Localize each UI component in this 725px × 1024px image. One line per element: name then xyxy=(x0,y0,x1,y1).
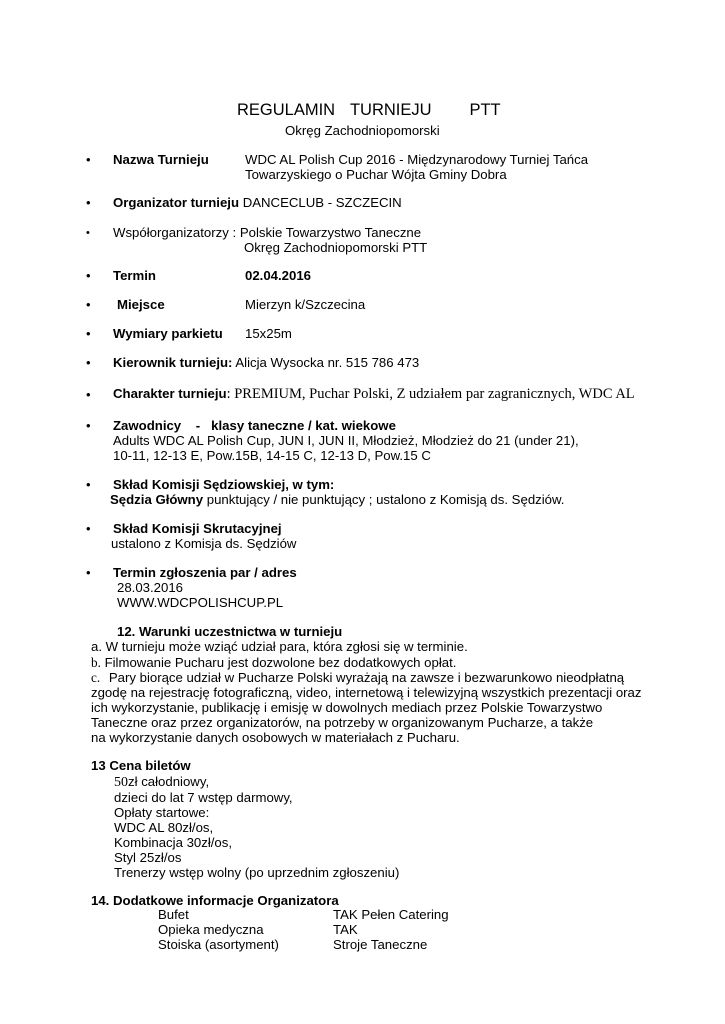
dodatkowe-row-value: TAK xyxy=(333,922,358,937)
bilety-line: WDC AL 80zł/os, xyxy=(114,820,214,835)
warunki-c-marker: c. xyxy=(91,670,101,685)
dodatkowe-heading: 14. Dodatkowe informacje Organizatora xyxy=(91,893,339,908)
miejsce-value: Mierzyn k/Szczecina xyxy=(245,297,366,312)
miejsce-label: Miejsce xyxy=(117,297,165,312)
bullet-icon: • xyxy=(86,195,91,210)
dodatkowe-row-name: Stoiska (asortyment) xyxy=(158,937,279,952)
zawodnicy-line2: 10-11, 12-13 E, Pow.15B, 14-15 C, 12-13 D, Pow.15 C xyxy=(113,448,431,463)
bullet-icon: • xyxy=(86,418,91,433)
warunki-c-line4: Taneczne oraz przez organizatorów, na potrzeby w organizowanym Pucharze, a także xyxy=(91,715,594,730)
bilety-line: Styl 25zł/os xyxy=(114,850,182,865)
sedzia-glowny-text: punktujący / nie punktujący ; ustalono z Komisją ds. Sędziów. xyxy=(203,492,565,507)
kierownik-row xyxy=(113,355,419,371)
warunki-c-line2: zgodę na rejestrację fotograficzną, video, internetową i telewizyjną wszystkich prezentacji oraz xyxy=(91,685,642,700)
termin-label: Termin xyxy=(113,268,156,283)
bilety-line: Trenerzy wstęp wolny (po uprzednim zgłoszeniu) xyxy=(114,865,400,880)
bullet-icon: • xyxy=(86,326,91,341)
charakter-label: Charakter turnieju xyxy=(113,386,227,401)
charakter-row xyxy=(113,386,635,402)
skrutacja-value: ustalono z Komisja ds. Sędziów xyxy=(111,536,297,551)
warunki-item-c xyxy=(91,670,624,686)
bullet-icon: • xyxy=(86,355,91,370)
bilety-line: Kombinacja 30zł/os, xyxy=(114,835,233,850)
wymiary-label: Wymiary parkietu xyxy=(113,326,223,341)
termin-value: 02.04.2016 xyxy=(245,268,312,283)
warunki-item-b xyxy=(91,655,456,671)
bullet-icon: • xyxy=(86,521,91,536)
wspolorganizatorzy-label: Współorganizatorzy : xyxy=(113,225,237,240)
page-subtitle: Okręg Zachodniopomorski xyxy=(285,123,440,138)
warunki-c-line1: Pary biorące udział w Pucharze Polski wyrażają na zawsze i bezwarunkowo nieodpłatną xyxy=(108,670,625,685)
organizator-row xyxy=(113,195,402,211)
warunki-a-text: W turnieju może wziąć udział para, która zgłosi się w terminie. xyxy=(105,639,468,654)
warunki-heading: 12. Warunki uczestnictwa w turnieju xyxy=(117,624,343,639)
warunki-item-a xyxy=(91,639,468,655)
bullet-icon: • xyxy=(86,268,91,283)
bullet-icon: • xyxy=(86,477,91,492)
bilety-price xyxy=(114,774,209,791)
sedziowie-label: Skład Komisji Sędziowskiej, w tym: xyxy=(113,477,335,492)
bilety-price-number: 50 xyxy=(114,775,128,790)
warunki-c-line5: na wykorzystanie danych osobowych w materiałach z Pucharu. xyxy=(91,730,460,745)
zgloszenia-date: 28.03.2016 xyxy=(117,580,184,595)
kierownik-value: Alicja Wysocka nr. 515 786 473 xyxy=(235,355,420,370)
zgloszenia-url: WWW.WDCPOLISHCUP.PL xyxy=(117,595,284,610)
nazwa-label: Nazwa Turnieju xyxy=(113,152,209,167)
organizator-value: DANCECLUB - SZCZECIN xyxy=(242,195,402,210)
sedziowie-row xyxy=(110,492,564,508)
zawodnicy-line1: Adults WDC AL Polish Cup, JUN I, JUN II, Młodzież, Młodzież do 21 (under 21), xyxy=(113,433,579,448)
sedzia-glowny-label: Sędzia Główny xyxy=(110,492,204,507)
dodatkowe-row-name: Bufet xyxy=(158,907,189,922)
bilety-heading: 13 Cena biletów xyxy=(91,758,191,773)
nazwa-value-line2: Towarzyskiego o Puchar Wójta Gminy Dobra xyxy=(245,167,507,182)
wspolorganizatorzy-line2: Okręg Zachodniopomorski PTT xyxy=(244,240,428,255)
bullet-icon: • xyxy=(86,565,91,580)
wspolorganizatorzy-row xyxy=(113,225,421,241)
zgloszenia-label: Termin zgłoszenia par / adres xyxy=(113,565,297,580)
dodatkowe-row-name: Opieka medyczna xyxy=(158,922,264,937)
zawodnicy-label: Zawodnicy - klasy taneczne / kat. wiekowe xyxy=(113,418,396,433)
wymiary-value: 15x25m xyxy=(245,326,292,341)
bullet-icon: • xyxy=(86,227,90,239)
bilety-line: Opłaty startowe: xyxy=(114,805,210,820)
kierownik-label: Kierownik turnieju: xyxy=(113,355,233,370)
wspolorganizatorzy-line1: Polskie Towarzystwo Taneczne xyxy=(239,225,422,240)
warunki-a-marker: a. xyxy=(91,639,102,654)
bullet-icon: • xyxy=(86,387,91,402)
nazwa-value-line1: WDC AL Polish Cup 2016 - Międzynarodowy Turniej Tańca xyxy=(245,152,589,167)
page-title: REGULAMIN TURNIEJU PTT xyxy=(237,101,501,119)
warunki-b-marker: b. xyxy=(91,655,101,670)
organizator-label: Organizator turnieju xyxy=(113,195,240,210)
warunki-b-text: Filmowanie Pucharu jest dozwolone bez dodatkowych opłat. xyxy=(104,655,457,670)
bilety-line: dzieci do lat 7 wstęp darmowy, xyxy=(114,790,293,805)
dodatkowe-row-value: Stroje Taneczne xyxy=(333,937,428,952)
bullet-icon: • xyxy=(86,297,91,312)
skrutacja-label: Skład Komisji Skrutacyjnej xyxy=(113,521,282,536)
warunki-c-line3: ich wykorzystanie, publikację i emisję w dowolnych mediach przez Polskie Towarzystwo xyxy=(91,700,603,715)
charakter-value: : PREMIUM, Puchar Polski, Z udziałem par zagranicznych, WDC AL xyxy=(226,386,635,402)
bullet-icon: • xyxy=(86,152,91,167)
bilety-price-text: zł całodniowy, xyxy=(128,774,210,789)
dodatkowe-row-value: TAK Pełen Catering xyxy=(333,907,449,922)
